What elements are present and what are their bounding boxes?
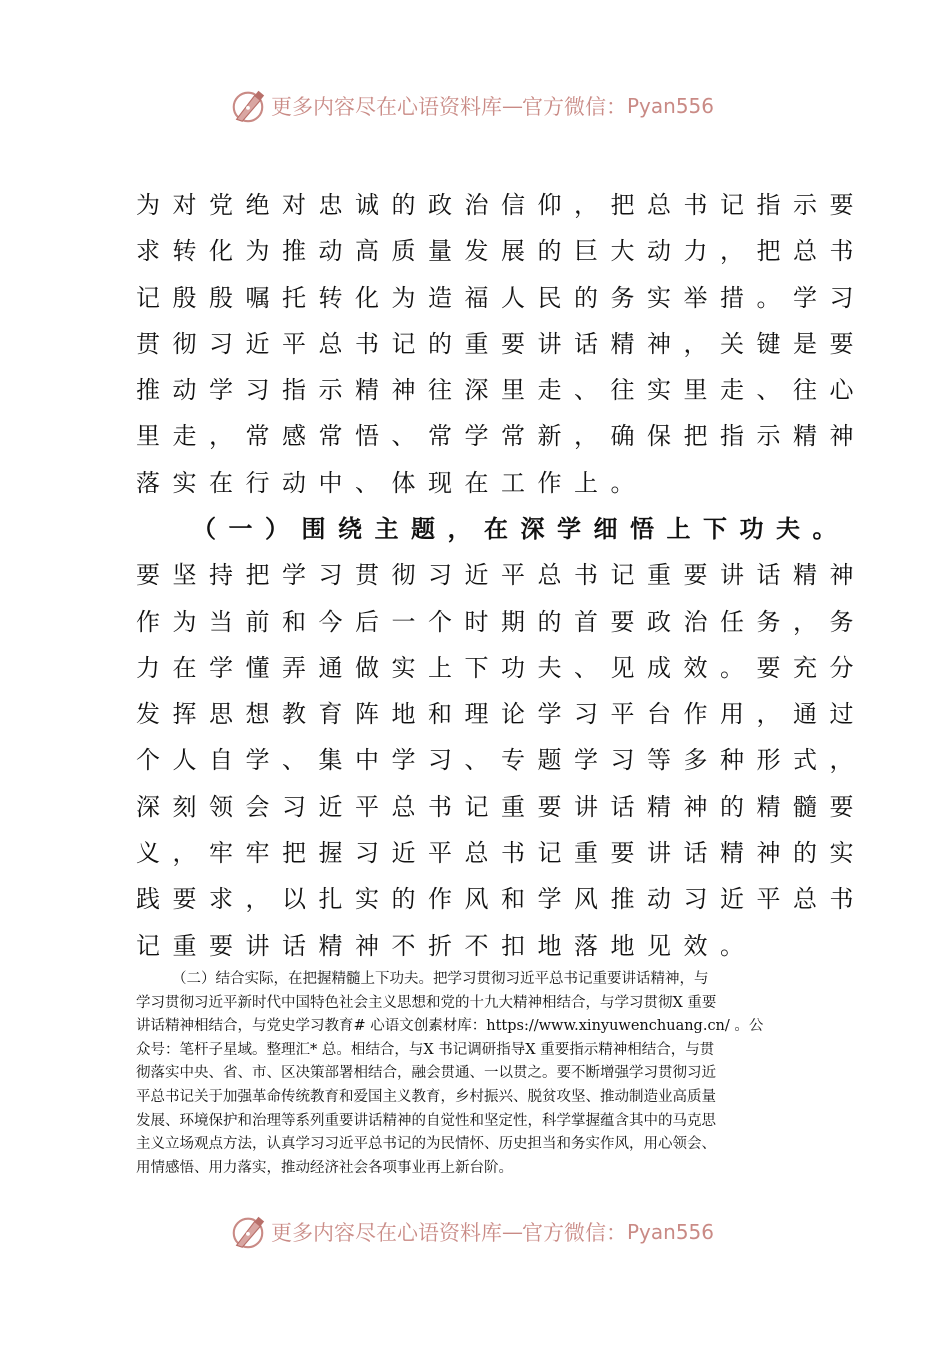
paragraph-1 — [136, 182, 866, 506]
text-line: 推动学习指示精神往深里走、往实里走、往心 — [136, 376, 866, 405]
banner-wechat-label: 官方微信： — [522, 1221, 627, 1245]
text-line: 个人自学、集中学习、专题学习等多种形式， — [136, 746, 866, 775]
banner-separator: — — [502, 1220, 522, 1244]
text-line: 里走，常感常悟、常学常新，确保把指示精神 — [136, 422, 866, 451]
text-line: 发展、环境保护和治理等系列重要讲话精神的自觉性和坚定性，科学掌握蕴含其中的马克思 — [136, 1112, 716, 1129]
text-line: 作为当前和今后一个时期的首要政治任务，务 — [136, 607, 866, 636]
text-line: 学习贯彻习近平新时代中国特色社会主义思想和党的十九大精神相结合，与学习贯彻X 重要 — [136, 994, 717, 1011]
pen-nib-logo-icon — [229, 1213, 267, 1251]
text-line: 记重要讲话精神不折不扣地落地见效。 — [136, 931, 757, 960]
pen-nib-logo-icon — [229, 87, 267, 125]
text-line: 深刻领会习近平总书记重要讲话精神的精髓要 — [136, 792, 866, 821]
banner-separator: — — [502, 94, 522, 118]
text-line: 求转化为推动高质量发展的巨大动力，把总书 — [136, 237, 866, 266]
text-line: 要坚持把学习贯彻习近平总书记重要讲话精神 — [136, 561, 866, 590]
banner-text: 更多内容尽在心语资料库 — [271, 1221, 502, 1245]
footer-watermark-banner — [229, 1212, 714, 1252]
text-line: 力在学懂弄通做实上下功夫、见成效。要充分 — [136, 653, 866, 682]
text-line: 彻落实中央、省、市、区决策部署相结合，融会贯通、一以贯之。要不断增强学习贯彻习近 — [136, 1065, 716, 1082]
text-line: 用情感悟、用力落实，推动经济社会各项事业再上新台阶。 — [136, 1159, 513, 1176]
text-line: 平总书记关于加强革命传统教育和爱国主义教育，乡村振兴、脱贫攻坚、推动制造业高质量 — [136, 1088, 716, 1105]
text-line: 众号：笔杆子星域。整理汇* 总。相结合，与X 书记调研指导X 重要指示精神相结合，与贯 — [136, 1041, 715, 1058]
banner-wechat-id: Pyan556 — [627, 94, 715, 118]
text-line: 主义立场观点方法，认真学习习近平总书记的为民情怀、历史担当和务实作风，用心领会、 — [136, 1136, 716, 1153]
banner-wechat-id: Pyan556 — [627, 1220, 715, 1244]
text-line: 发挥思想教育阵地和理论学习平台作用，通过 — [136, 700, 866, 729]
text-line: 落实在行动中、体现在工作上。 — [136, 468, 647, 497]
text-line: 践要求，以扎实的作风和学风推动习近平总书 — [136, 885, 866, 914]
paragraph-2 — [136, 506, 866, 969]
text-line: 贯彻习近平总书记的重要讲话精神，关键是要 — [136, 329, 866, 358]
banner-text: 更多内容尽在心语资料库 — [271, 95, 502, 119]
text-line: （二）结合实际，在把握精髓上下功夫。把学习贯彻习近平总书记重要讲话精神，与 — [172, 971, 709, 987]
banner-wechat-label: 官方微信： — [522, 95, 627, 119]
header-watermark-banner — [229, 86, 714, 126]
text-line: 为对党绝对忠诚的政治信仰，把总书记指示要 — [136, 191, 866, 219]
text-line: 讲话精神相结合，与党史学习教育# 心语文创素材库：https://www.xinyuwenchuang.cn/ 。公 — [136, 1018, 764, 1035]
text-line: 义，牢牢把握习近平总书记重要讲话精神的实 — [136, 839, 866, 868]
section-heading: （一）围绕主题，在深学细悟上下功夫。 — [192, 514, 849, 543]
paragraph-3 — [136, 968, 826, 1180]
text-line: 记殷殷嘱托转化为造福人民的务实举措。学习 — [136, 283, 866, 312]
